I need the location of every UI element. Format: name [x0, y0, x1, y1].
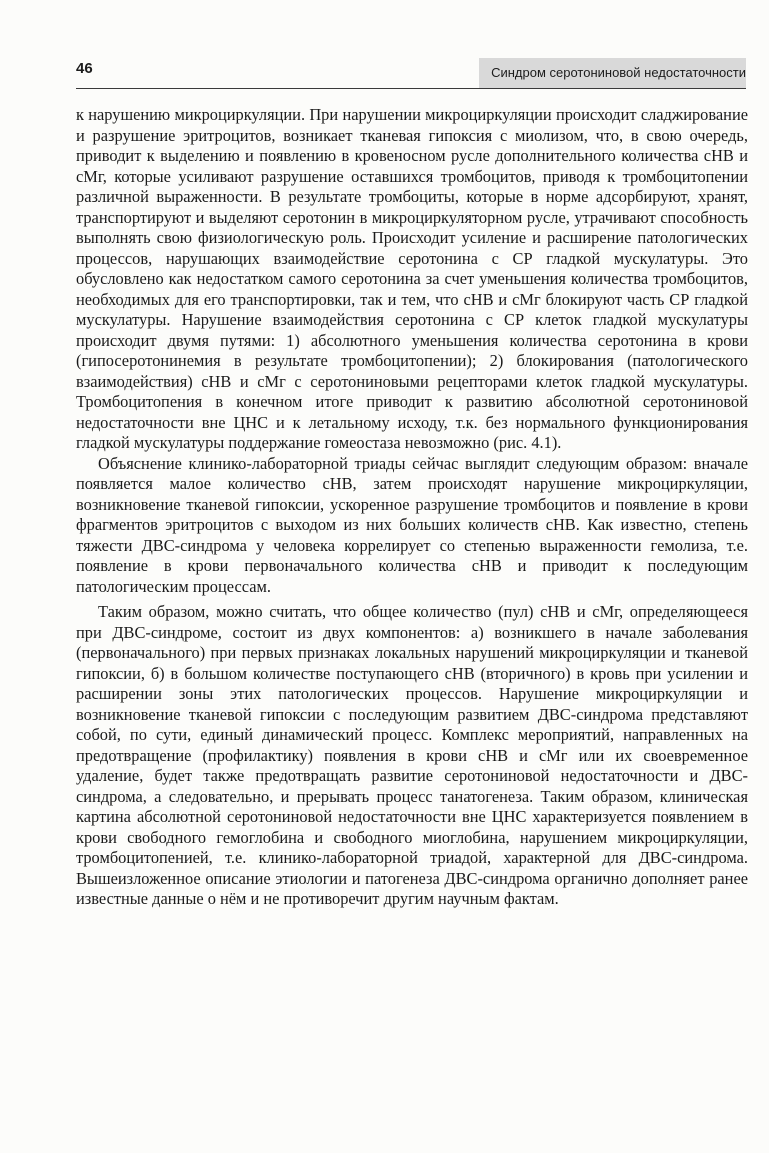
page-number: 46 — [76, 60, 93, 77]
body-text — [76, 105, 748, 910]
page-header — [76, 58, 746, 89]
paragraph: Таким образом, можно считать, что общее количество (пул) сНВ и сМг, определяющееся при ДВС-синдроме, состоит из двух компонентов: а) возникшего в начале заболевания (первоначального) при первых признаках локальных нарушений микроциркуляции и тканевой гипоксии, б) в большом количестве поступающего сНВ (вторичного) в кровь при усилении и расширении зоны этих патологических процессов. Нарушение микроциркуляции и возникновение тканевой гипоксии с последующим развитием ДВС-синдрома представляют собой, по сути, единый динамический процесс. Комплекс мероприятий, направленных на предотвращение (профилактику) появления в крови сНВ и сМг или их своевременное удаление, будет также предотвращать развитие серотониновой недостаточности и ДВС-синдрома, а следовательно, и прерывать процесс танатогенеза. Таким образом, клиническая картина абсолютной серотониновой недостаточности вне ЦНС характеризуется появлением в крови свободного гемоглобина и свободного миоглобина, нарушением микроциркуляции, тромбоцитопенией, т.е. клинико-лабораторной триадой, характерной для ДВС-синдрома. Вышеизложенное описание этиологии и патогенеза ДВС-синдрома органично дополняет ранее известные данные о нём и не противоречит другим научным фактам. — [76, 602, 748, 908]
running-title: Синдром серотониновой недостаточности — [479, 58, 746, 88]
paragraph: Объяснение клинико-лабораторной триады сейчас выглядит следующим образом: вначале появляется малое количество сНВ, затем происходят нарушение микроциркуляции, возникновение тканевой гипоксии, ускоренное разрушение тромбоцитов и появление в крови фрагментов эритроцитов с выходом из них больших количеств сНВ. Как известно, степень тяжести ДВС-синдрома у человека коррелирует со степенью выраженности гемолиза, т.е. появление в крови первоначального количества сНВ и приводит к последующим патологическим процессам. — [76, 453, 748, 596]
paragraph: к нарушению микроциркуляции. При нарушении микроциркуляции происходит сладжирование и разрушение эритроцитов, возникает тканевая гипоксия с миолизом, что, в свою очередь, приводит к выделению и появлению в кровеносном русле дополнительного количества сНВ и сМг, которые усиливают разрушение оставшихся тромбоцитов, приводя к тромбоцитопении различной выраженности. В результате тромбоциты, которые в норме адсорбируют, хранят, транспортируют и выделяют серотонин в микроциркуляторном русле, утрачивают способность выполнять свою физиологическую роль. Происходит усиление и расширение патологических процессов, нарушающих взаимодействие серотонина с СР гладкой мускулатуры. Это обусловлено как недостатком самого серотонина за счет уменьшения количества тромбоцитов, необходимых для его транспортировки, так и тем, что сНВ и сМг блокируют часть СР гладкой мускулатуры. Нарушение взаимодействия серотонина с СР клеток гладкой мускулатуры происходит двумя путями: 1) абсолютного уменьшения количества серотонина в крови (гипосеротонинемия в результате тромбоцитопении); 2) блокирования (патологического взаимодействия) сНВ и сМг с серотониновыми рецепторами клеток гладкой мускулатуры. Тромбоцитопения в конечном итоге приводит к развитию абсолютной серотониновой недостаточности вне ЦНС и к летальному исходу, т.к. без нормального функционирования гладкой мускулатуры поддержание гомеостаза невозможно (рис. 4.1). — [76, 105, 748, 452]
